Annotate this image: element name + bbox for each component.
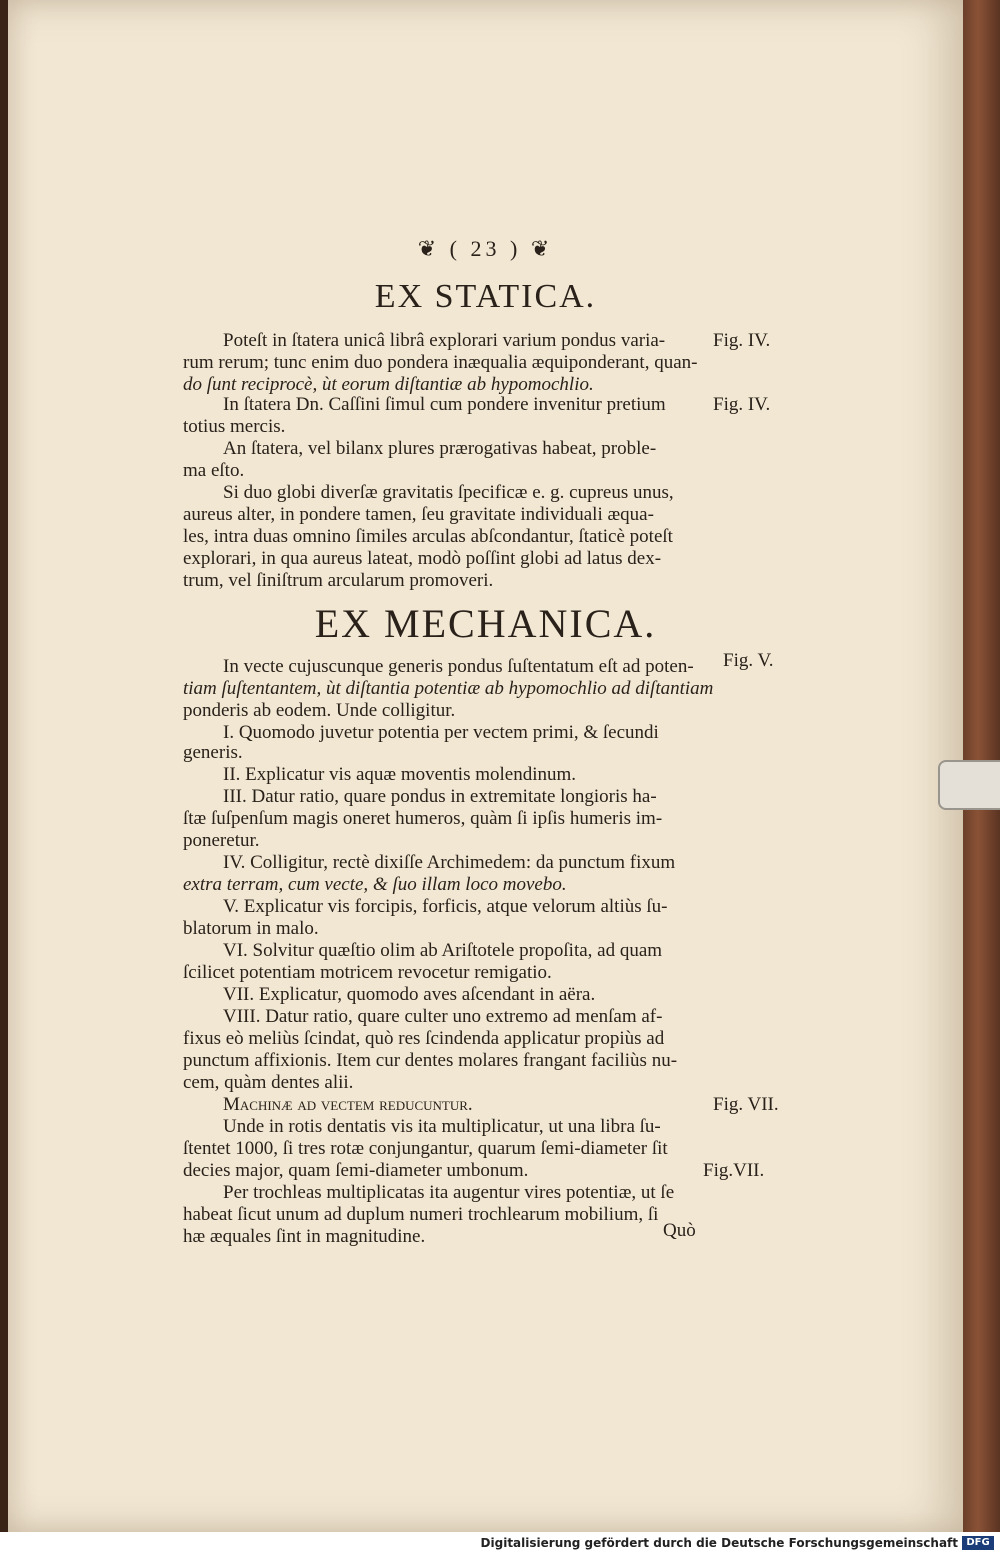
text-line: punctum affixionis. Item cur dentes molares frangant faciliùs nu- xyxy=(183,1050,678,1071)
margin-note: Fig. IV. xyxy=(713,330,771,351)
text-line: aureus alter, in pondere tamen, ſeu gravitate individuali æqua- xyxy=(183,504,654,525)
text-line: fixus eò meliùs ſcindat, quò res ſcindenda applicatur propiùs ad xyxy=(183,1028,665,1049)
text-line: poneretur. xyxy=(183,830,260,851)
text-line: generis. xyxy=(183,742,243,763)
text-line: tiam ſuſtentantem, ùt diſtantia potentiæ ab hypomochlio ad diſtantiam xyxy=(183,678,714,699)
text-line: VIII. Datur ratio, quare culter uno extremo ad menſam af- xyxy=(223,1006,663,1027)
dfg-logo: DFG xyxy=(962,1536,994,1550)
bookmark-clip xyxy=(938,760,1000,810)
section-title-mechanica: EX MECHANICA. xyxy=(314,601,657,646)
text-line: habeat ſicut unum ad duplum numeri trochlearum mobilium, ſi xyxy=(183,1204,659,1225)
text-line: Per trochleas multiplicatas ita augentur vires potentiæ, ut ſe xyxy=(223,1182,675,1203)
margin-note: Fig. V. xyxy=(723,650,774,671)
margin-note: Fig.VII. xyxy=(703,1160,765,1181)
text-line: V. Explicatur vis forcipis, forficis, atque velorum altiùs ſu- xyxy=(223,896,668,917)
text-line: extra terram, cum vecte, & ſuo illam loco movebo. xyxy=(183,874,567,895)
text-line: VII. Explicatur, quomodo aves aſcendant in aëra. xyxy=(223,984,596,1005)
text-line: Machinæ ad vectem reducuntur. xyxy=(223,1094,473,1115)
text-line: blatorum in malo. xyxy=(183,918,319,939)
text-line: rum rerum; tunc enim duo pondera inæqualia æquiponderant, quan- xyxy=(183,352,698,373)
text-line: ma eſto. xyxy=(183,460,245,481)
text-line: III. Datur ratio, quare pondus in extremitate longioris ha- xyxy=(223,786,657,807)
text-line: ſtentet 1000, ſi tres rotæ conjungantur, quarum ſemi-diameter ſit xyxy=(183,1138,668,1159)
text-line: I. Quomodo juvetur potentia per vectem primi, & ſecundi xyxy=(223,722,659,743)
page-header: ❦ ( 23 ) ❦ xyxy=(417,236,554,261)
margin-note: Fig. IV. xyxy=(713,394,771,415)
section-title-statica: EX STATICA. xyxy=(374,278,597,315)
text-line: hæ æquales ſint in magnitudine. xyxy=(183,1226,426,1247)
text-line: ſcilicet potentiam motricem revocetur remigatio. xyxy=(183,962,552,983)
text-line: ſtæ ſuſpenſum magis oneret humeros, quàm ſi ipſis humeris im- xyxy=(183,808,663,829)
text-line: Unde in rotis dentatis vis ita multiplicatur, ut una libra ſu- xyxy=(223,1116,661,1137)
text-line: II. Explicatur vis aquæ moventis molendinum. xyxy=(223,764,577,785)
margin-note: Fig. VII. xyxy=(713,1094,779,1115)
text-line: VI. Solvitur quæſtio olim ab Ariſtotele propoſita, ad quam xyxy=(223,940,663,961)
text-line: trum, vel ſiniſtrum arcularum promoveri. xyxy=(183,570,494,591)
book-page xyxy=(8,0,963,1532)
catchword: Quò xyxy=(663,1220,696,1241)
text-line: In ſtatera Dn. Caſſini ſimul cum pondere invenitur pretium xyxy=(223,394,666,415)
text-line: do ſunt reciprocè, ùt eorum diſtantiæ ab hypomochlio. xyxy=(183,374,594,395)
text-line: Poteſt in ſtatera unicâ librâ explorari varium pondus varia- xyxy=(223,330,666,351)
text-line: decies major, quam ſemi-diameter umbonum. xyxy=(183,1160,529,1181)
footer-text: Digitalisierung gefördert durch die Deutsche Forschungsgemeinschaft xyxy=(480,1536,958,1550)
text-line: In vecte cujuscunque generis pondus ſuſtentatum eſt ad poten- xyxy=(223,656,694,677)
footer-bar xyxy=(0,1532,1000,1554)
text-line: An ſtatera, vel bilanx plures prærogativas habeat, proble- xyxy=(223,438,657,459)
text-line: IV. Colligitur, rectè dixiſſe Archimedem: da punctum fixum xyxy=(223,852,676,873)
text-line: ponderis ab eodem. Unde colligitur. xyxy=(183,700,456,721)
text-line: explorari, in qua aureus lateat, modò poſſint globi ad latus dex- xyxy=(183,548,662,569)
text-line: cem, quàm dentes alii. xyxy=(183,1072,354,1093)
text-line: les, intra duas omnino ſimiles arculas abſcondantur, ſtaticè poteſt xyxy=(183,526,673,547)
text-line: Si duo globi diverſæ gravitatis ſpecificæ e. g. cupreus unus, xyxy=(223,482,674,503)
text-line: totius mercis. xyxy=(183,416,286,437)
